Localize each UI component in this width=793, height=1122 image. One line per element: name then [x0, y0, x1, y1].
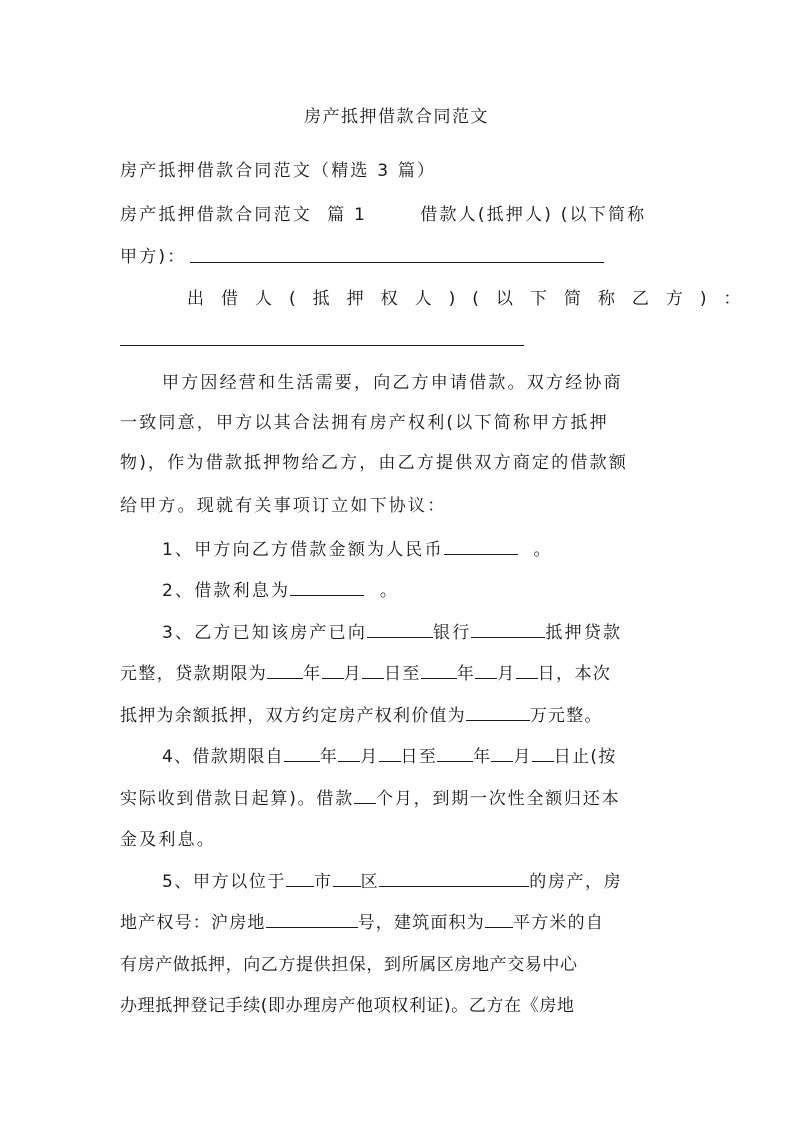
party-a-blank: [190, 262, 604, 263]
clause-4-line-1: 4、借款期限自 年 月 日至 年 月 日止(按: [162, 747, 617, 767]
document-title: 房产抵押借款合同范文: [304, 107, 489, 127]
interest-blank: [290, 581, 364, 596]
document-subtitle: 房产抵押借款合同范文（精选 3 篇）: [120, 161, 437, 181]
clause-5-line-2: 地产权号：沪房地 号，建筑面积为 平方米的自: [120, 913, 605, 933]
preamble-line-3: 物)，作为借款抵押物给乙方，由乙方提供双方商定的借款额: [120, 453, 629, 473]
clause-3-line-1: 3、乙方已知该房产已向 银行 抵押贷款: [162, 623, 623, 643]
clause-4-line-2: 实际收到借款日起算)。借款 个月，到期一次性全额归还本: [120, 789, 621, 809]
party-b-blank: [120, 345, 524, 346]
preamble-line-2: 一致同意，甲方以其合法拥有房产权利(以下简称甲方抵押: [120, 413, 609, 433]
party-a-label: 甲方)：: [120, 247, 187, 267]
contract-heading-line: 房产抵押借款合同范文 篇 1 借款人(抵押人) (以下简称: [120, 205, 647, 225]
amount-blank: [444, 540, 518, 555]
preamble-line-4: 给甲方。现就有关事项订立如下协议：: [120, 496, 447, 516]
party-b-line: [187, 288, 758, 310]
clause-3-line-3: 抵押为余额抵押，双方约定房产权利价值为 万元整。: [120, 706, 603, 726]
party-b-label: 出借人(抵押权人)(以下简称乙方)：: [187, 289, 758, 309]
clause-2: 2、借款利息为 。: [162, 581, 400, 601]
clause-1: 1、甲方向乙方借款金额为人民币 。: [162, 540, 553, 560]
clause-4-line-3: 金及利息。: [120, 830, 216, 850]
clause-5-line-1: 5、甲方以位于 市 区 的房产，房: [162, 872, 623, 892]
clause-3-line-2: 元整，贷款期限为 年 月 日至 年 月 日，本次: [120, 664, 612, 684]
preamble-line-1: 甲方因经营和生活需要，向乙方申请借款。双方经协商: [162, 373, 623, 393]
party-a-line: [120, 246, 672, 268]
clause-5-line-4: 办理抵押登记手续(即办理房产他项权利证)。乙方在《房地: [120, 996, 575, 1016]
clause-5-line-3: 有房产做抵押，向乙方提供担保，到所属区房地产交易中心: [120, 955, 578, 975]
